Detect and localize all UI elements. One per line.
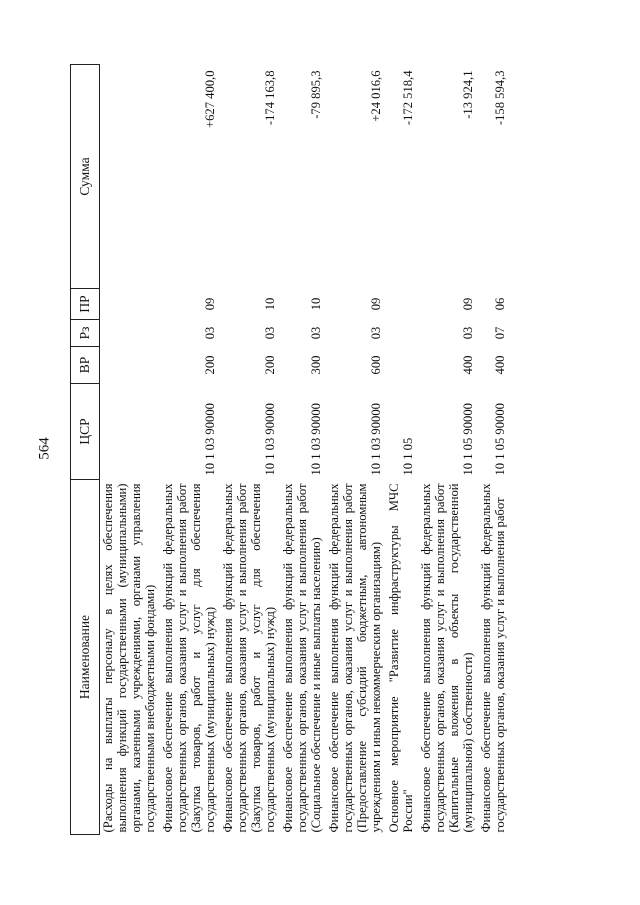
row-pr: 09 bbox=[203, 297, 217, 311]
row-sum: -13 924,1 bbox=[461, 70, 475, 119]
row-pr: 10 bbox=[263, 297, 277, 311]
row-sum bbox=[100, 65, 161, 289]
row-csr: 10 1 05 90000 bbox=[493, 403, 507, 476]
row-vr bbox=[100, 347, 161, 384]
row-name: (Расходы на выплаты персоналу в целях обеспечения выполнения функций государственными (муниципальными) органами, казенными учреждениями, органами управления государственными внебюджетными фондами) bbox=[101, 483, 157, 833]
row-pr bbox=[100, 289, 161, 320]
table-header-row bbox=[71, 65, 100, 835]
header-pr: ПР bbox=[71, 289, 100, 320]
header-vr: ВР bbox=[71, 347, 100, 384]
row-vr: 400 bbox=[461, 355, 475, 375]
row-name: Финансовое обеспечение выполнения функций федеральных государственных органов, оказания услуг и выполнения работ (Социальное обеспечение и иные выплаты населению) bbox=[281, 483, 323, 833]
table-row bbox=[160, 65, 220, 835]
row-rz: 03 bbox=[461, 326, 475, 340]
row-sum: -174 163,8 bbox=[263, 70, 277, 126]
row-csr: 10 1 05 90000 bbox=[461, 403, 475, 476]
row-name: Финансовое обеспечение выполнения функций федеральных государственных органов, оказания услуг и выполнения работ bbox=[479, 483, 507, 833]
row-rz: 03 bbox=[309, 326, 323, 340]
row-pr bbox=[386, 289, 418, 320]
row-csr bbox=[100, 384, 161, 480]
row-pr: 10 bbox=[309, 297, 323, 311]
row-vr: 600 bbox=[369, 355, 383, 375]
header-rz: Рз bbox=[71, 320, 100, 347]
header-csr: ЦСР bbox=[71, 384, 100, 480]
row-pr: 09 bbox=[461, 297, 475, 311]
row-sum: -172 518,4 bbox=[401, 70, 415, 126]
row-csr: 10 1 03 90000 bbox=[203, 403, 217, 476]
budget-table bbox=[70, 64, 510, 835]
row-rz bbox=[386, 320, 418, 347]
row-vr bbox=[386, 347, 418, 384]
row-sum: -158 594,3 bbox=[493, 70, 507, 126]
table-row bbox=[100, 65, 161, 835]
table-row bbox=[220, 65, 280, 835]
row-vr: 200 bbox=[263, 355, 277, 375]
row-rz: 03 bbox=[203, 326, 217, 340]
rotated-budget-table-page bbox=[70, 65, 615, 835]
row-vr: 300 bbox=[309, 355, 323, 375]
row-vr: 400 bbox=[493, 355, 507, 375]
header-name: Наименование bbox=[71, 480, 100, 835]
row-name: Финансовое обеспечение выполнения функций федеральных государственных органов, оказания услуг и выполнения работ (Предоставление субсидий бюджетным, автономным учреждениям и иным некоммерческим организациям) bbox=[327, 483, 383, 833]
header-sum: Сумма bbox=[71, 65, 100, 289]
row-sum: +627 400,0 bbox=[203, 70, 217, 128]
row-rz bbox=[100, 320, 161, 347]
table-row bbox=[326, 65, 386, 835]
table-row bbox=[280, 65, 326, 835]
row-sum: -79 895,3 bbox=[309, 70, 323, 119]
table-row bbox=[386, 65, 418, 835]
row-name: Финансовое обеспечение выполнения функций федеральных государственных органов, оказания услуг и выполнения работ (Закупка товаров, работ и услуг для обеспечения государственных (муниципальных) нужд) bbox=[161, 483, 217, 833]
row-name: Финансовое обеспечение выполнения функций федеральных государственных органов, оказания услуг и выполнения работ (Капитальные вложения в объекты государственной (муниципальной) собственности) bbox=[419, 483, 475, 833]
page-number: 564 bbox=[36, 437, 53, 460]
row-vr: 200 bbox=[203, 355, 217, 375]
row-pr: 09 bbox=[369, 297, 383, 311]
row-csr: 10 1 03 90000 bbox=[369, 403, 383, 476]
row-sum: +24 016,6 bbox=[369, 70, 383, 122]
row-name: Основное мероприятие "Развитие инфраструктуры МЧС России" bbox=[387, 483, 415, 833]
row-pr: 06 bbox=[493, 297, 507, 311]
table-row bbox=[478, 65, 510, 835]
row-rz: 03 bbox=[369, 326, 383, 340]
row-csr: 10 1 05 bbox=[401, 437, 415, 476]
table-row bbox=[418, 65, 478, 835]
row-rz: 03 bbox=[263, 326, 277, 340]
row-rz: 07 bbox=[493, 326, 507, 340]
row-csr: 10 1 03 90000 bbox=[263, 403, 277, 476]
row-name: Финансовое обеспечение выполнения функций федеральных государственных органов, оказания услуг и выполнения работ (Закупка товаров, работ и услуг для обеспечения государственных (муниципальных) нужд) bbox=[221, 483, 277, 833]
row-csr: 10 1 03 90000 bbox=[309, 403, 323, 476]
